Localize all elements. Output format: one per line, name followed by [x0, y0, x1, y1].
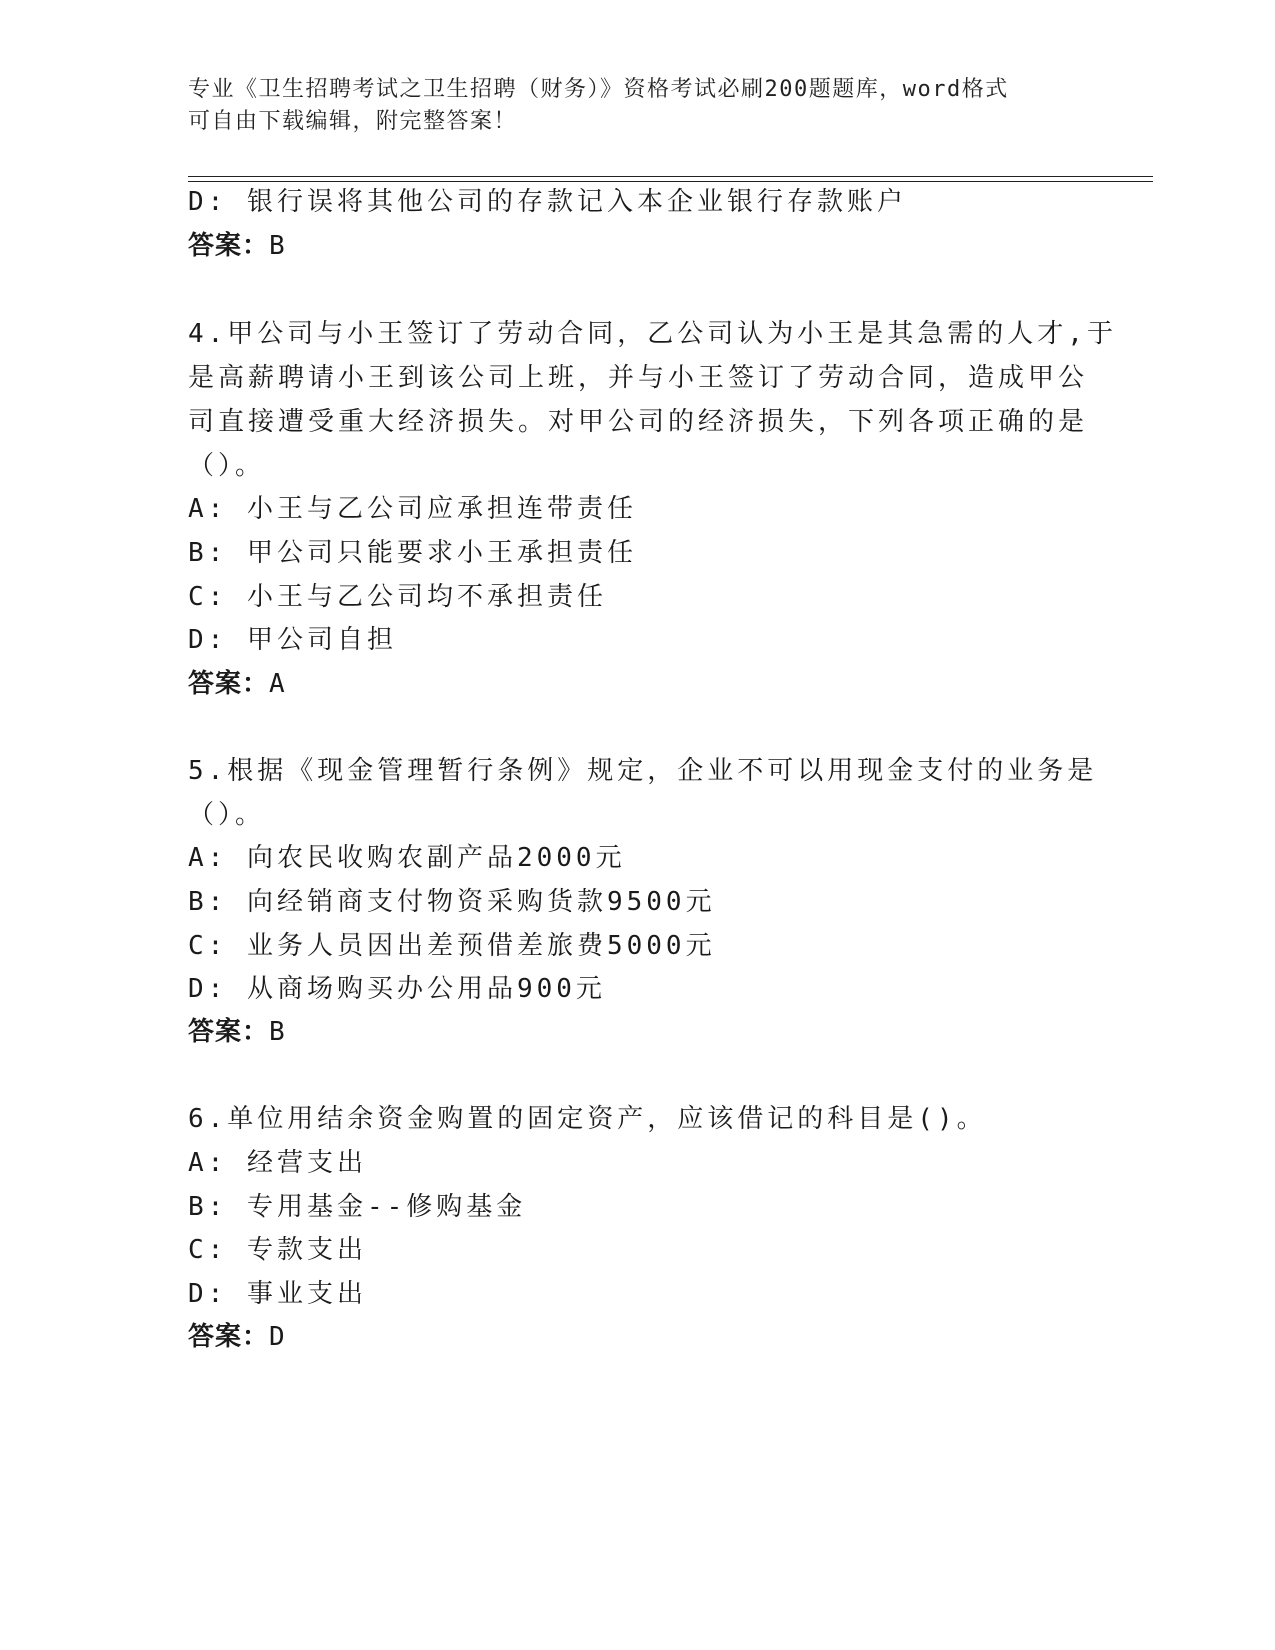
- q4-option-a: A: 小王与乙公司应承担连带责任: [188, 494, 637, 524]
- q5-stem-line-1: 5.根据《现金管理暂行条例》规定，企业不可以用现金支付的业务是: [188, 756, 1098, 786]
- q3-option-d: D: 银行误将其他公司的存款记入本企业银行存款账户: [188, 187, 907, 217]
- document-header: [188, 74, 1088, 138]
- answer-value: B: [269, 1017, 285, 1047]
- q4-option-d: D: 甲公司自担: [188, 625, 397, 655]
- q3-answer: [188, 228, 285, 264]
- q4-stem-line-1: 4.甲公司与小王签订了劳动合同，乙公司认为小王是其急需的人才,于: [188, 319, 1117, 349]
- answer-value: D: [269, 1322, 285, 1352]
- q5-option-d: D: 从商场购买办公用品900元: [188, 974, 606, 1004]
- header-divider-top: [188, 176, 1153, 177]
- answer-label: 答案：: [188, 1017, 270, 1047]
- q4-option-c: C: 小王与乙公司均不承担责任: [188, 582, 607, 612]
- header-divider-bottom: [188, 181, 1153, 182]
- answer-label: 答案：: [188, 1322, 270, 1352]
- q5-option-c: C: 业务人员因出差预借差旅费5000元: [188, 931, 716, 961]
- q5-option-b: B: 向经销商支付物资采购货款9500元: [188, 887, 716, 917]
- q5-answer: [188, 1014, 285, 1050]
- q6-option-b: B: 专用基金--修购基金: [188, 1192, 527, 1222]
- header-line-2: 可自由下载编辑，附完整答案！: [188, 109, 518, 134]
- header-line-1: 专业《卫生招聘考试之卫生招聘（财务）》资格考试必刷200题题库，word格式: [188, 77, 1009, 102]
- q4-stem-line-4: （）。: [188, 451, 266, 481]
- answer-value: B: [269, 231, 285, 261]
- q6-option-d: D: 事业支出: [188, 1279, 367, 1309]
- q6-option-a: A: 经营支出: [188, 1148, 367, 1178]
- q4-stem-line-2: 是高薪聘请小王到该公司上班，并与小王签订了劳动合同，造成甲公: [188, 363, 1089, 393]
- q6-answer: [188, 1319, 285, 1355]
- answer-label: 答案：: [188, 669, 270, 699]
- q5-stem-line-2: （）。: [188, 800, 266, 830]
- q6-stem-line-1: 6.单位用结余资金购置的固定资产，应该借记的科目是()。: [188, 1104, 987, 1134]
- answer-value: A: [269, 669, 285, 699]
- answer-label: 答案：: [188, 231, 270, 261]
- q5-option-a: A: 向农民收购农副产品2000元: [188, 843, 626, 873]
- q4-answer: [188, 666, 285, 702]
- q4-option-b: B: 甲公司只能要求小王承担责任: [188, 538, 637, 568]
- q4-stem-line-3: 司直接遭受重大经济损失。对甲公司的经济损失，下列各项正确的是: [188, 407, 1089, 437]
- q6-option-c: C: 专款支出: [188, 1235, 367, 1265]
